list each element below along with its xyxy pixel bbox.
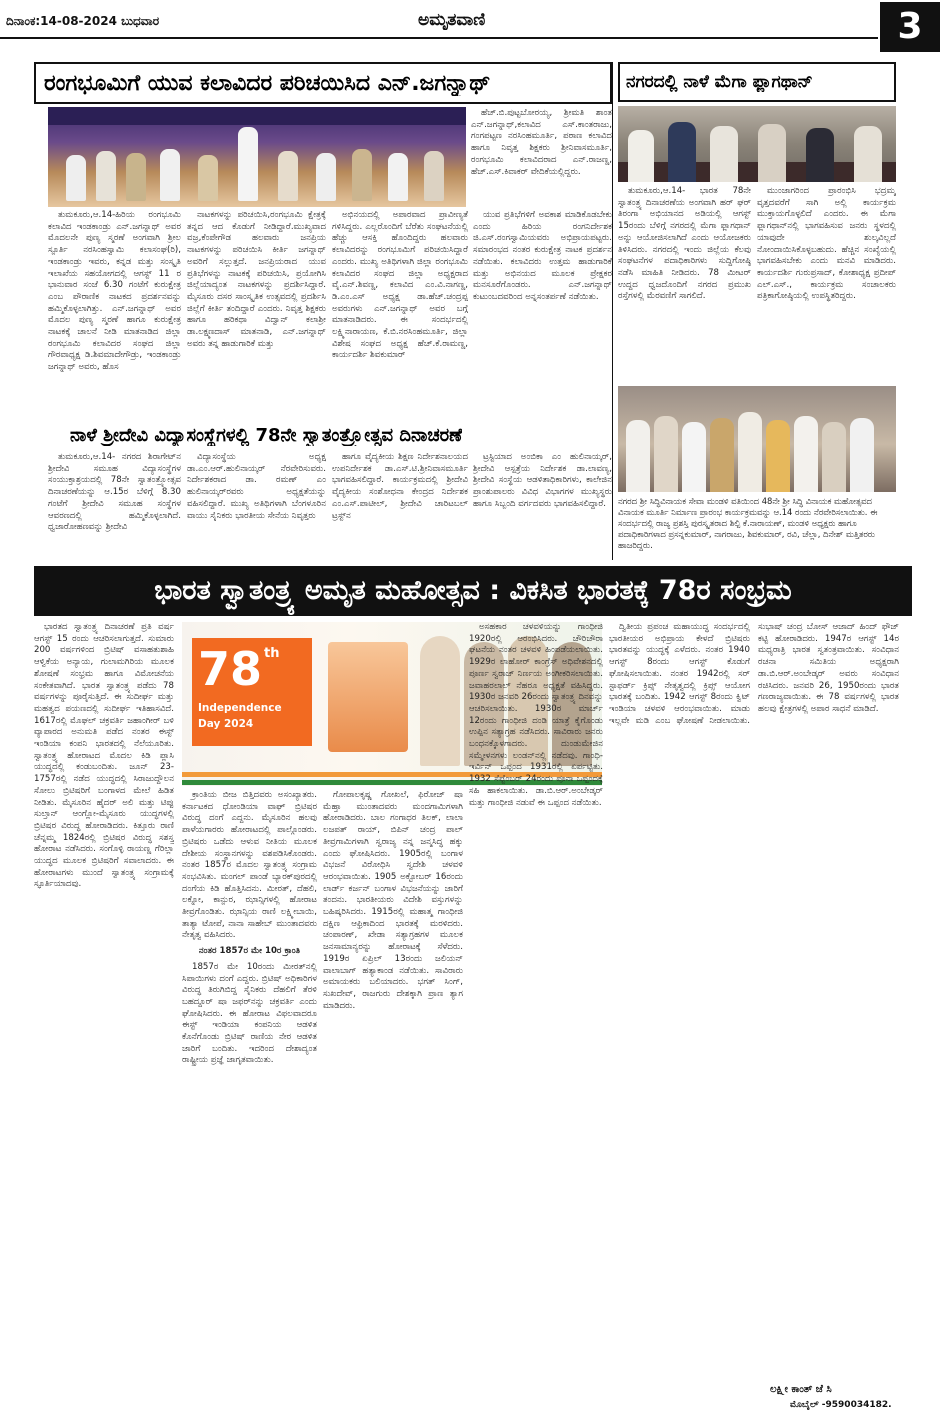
guest-figure [96, 151, 116, 201]
group-figure [822, 422, 846, 492]
author-phone: ಮೊಬೈಲ್ -9590034182. [790, 1400, 892, 1410]
garland-figure [766, 420, 790, 492]
group-figure [626, 420, 650, 492]
main-column-5 [609, 622, 899, 1374]
guest-figure [278, 151, 298, 201]
main-column-4 [469, 622, 603, 1404]
group-felicitation-photo-icon [618, 386, 896, 492]
press-meet-photo-icon [618, 106, 896, 182]
main-paragraph: ಅಸಹಕಾರ ಚಳವಳಿಯನ್ನು ಗಾಂಧೀಜಿ 1920ರಲ್ಲಿ ಆರಂಭಿಸಿದರು. ಚೌರಿಚೌರಾ ಘಟನೆಯ ನಂತರ ಚಳವಳಿ ಹಿಂಪಡೆಯಲಾಯಿತು. 1929ರ ಲಾಹೋರ್ ಕಾಂಗ್ರೆಸ್ ಅಧಿವೇಶನದಲ್ಲಿ ಪೂರ್ಣ ಸ್ವರಾಜ್ ನಿರ್ಣಯ ಅಂಗೀಕರಿಸಲಾಯಿತು. ಜವಾಹರಲಾಲ್ ನೆಹರೂ ಅಧ್ಯಕ್ಷತೆ ವಹಿಸಿದ್ದರು. 1930ರ ಜನವರಿ 26ರಂದು ಸ್ವಾತಂತ್ರ್ಯ ದಿನವನ್ನು ಆಚರಿಸಲಾಯಿತು. 1930ರ ಮಾರ್ಚ್ 12ರಂದು ಗಾಂಧೀಜಿ ದಂಡಿ ಯಾತ್ರೆ ಕೈಗೊಂಡು ಉಪ್ಪಿನ ಸತ್ಯಾಗ್ರಹ ನಡೆಸಿದರು. ಸಾವಿರಾರು ಜನರು ಬಂಧನಕ್ಕೊಳಗಾದರು. ದುಂಡುಮೇಜಿನ ಸಮ್ಮೇಳನಗಳು ಲಂಡನ್‌ನಲ್ಲಿ ನಡೆದವು. ಗಾಂಧಿ-ಇರ್ವಿನ್ ಒಪ್ಪಂದ 1931ರಲ್ಲಿ ಏರ್ಪಟ್ಟಿತು. 1932 ಸೆಪ್ಟೆಂಬರ್ 24ರಂದು ಪೂನಾ ಒಪ್ಪಂದಕ್ಕೆ ಸಹಿ ಹಾಕಲಾಯಿತು. ಡಾ.ಬಿ.ಆರ್.ಅಂಬೇಡ್ಕರ್ ಮತ್ತು ಗಾಂಧೀಜಿ ನಡುವೆ ಈ ಒಪ್ಪಂದ ನಡೆಯಿತು. [469, 622, 603, 808]
speaker-figure [238, 127, 258, 201]
story1-paragraph: ನಾಟಕಗಳನ್ನು ಪರಿಚಯಿಸಿ,ರಂಗಭೂಮಿ ಕ್ಷೇತ್ರಕ್ಕೆ ತನ್ನದ ಆದ ಕೊಡುಗೆ ನೀಡಿದ್ದಾರೆ.ಮುಖ್ಯವಾದ ವಜ್ರ,ಕೆಂಪೇಗೌಡ ಹಲವಾರು ಜನಪ್ರಿಯ ನಾಟಕಗಳನ್ನು ಪರಿಚಯಿಸಿ ಕೀರ್ತಿ ಜಗನ್ನಾಥ್ ಅವರಿಗೆ ಸಲ್ಲುತ್ತದೆ. ಜನಪ್ರಿಯರಾದ ಯುವ ಪ್ರತಿಭೆಗಳನ್ನು ನಾಟಕಕ್ಕೆ ಪರಿಚಯಿಸಿ, ಪ್ರಯೋಗಿಸಿ ಜಿಲ್ಲೆಯಾದ್ಯಂತ ನಾಟಕಗಳನ್ನು ಪ್ರದರ್ಶಿಸಿದ್ದಾರೆ. ಮೈಸೂರು ದಸರ ಸಾಂಸ್ಕೃತಿಕ ಉತ್ಸವದಲ್ಲಿ ಪ್ರದರ್ಶಿಸಿ ಜಿಲ್ಲೆಗೆ ಕೀರ್ತಿ ತಂದಿದ್ದಾರೆ ಎಂದರು. ನಿವೃತ್ತ ಶಿಕ್ಷಕರು ಹಾಗೂ ಹರಿಕಥಾ ವಿದ್ವಾನ್ ಕಲಾಶ್ರೀ ಡಾ.ಲಕ್ಷ್ಮಣದಾಸ್ ಮಾತನಾಡಿ, ಎನ್.ಜಗನ್ನಾಥ್ ಅವರು ತನ್ನ ಹಾಡುಗಾರಿಕೆ ಮತ್ತು [187, 210, 326, 349]
story1-paragraph: ತುಮಕೂರು,ಆ.14-ಹಿರಿಯ ರಂಗಭೂಮಿ ಕಲಾವಿದ ಇಂಡಕಾಂಡ್ರು ಎನ್.ಜಗನ್ನಾಥ್ ಅವರ ಮೊದಲನೇ ಪುಣ್ಯ ಸ್ಮರಣೆ ಅಂಗವಾಗಿ ಶ್ರೀಲ ಸ್ಪೂರ್ತಿ ನರಸಿಂಹಸ್ವಾಮಿ ಕಲಾಸಂಘ(ರಿ), ಇಂಡಕಾಂಡ್ರು ಇವರು, ಕನ್ನಡ ಮತ್ತು ಸಂಸ್ಕೃತಿ ಇಲಾಖೆಯ ಸಹಯೋಗದಲ್ಲಿ ಆಗಸ್ಟ್ 11 ರ ಭಾನುವಾರ ಸಂಜೆ 6.30 ಗಂಟೆಗೆ ಕುರುಕ್ಷೇತ್ರ ಎಂಬ ಪೌರಾಣಿಕ ನಾಟಕದ ಪ್ರದರ್ಶನವನ್ನು ಹಮ್ಮಿಕೊಳ್ಳಲಾಗಿತ್ತು. ಎನ್.ಜಗನ್ನಾಥ್ ಅವರ ಮೊದಲ ಪುಣ್ಯ ಸ್ಮರಣೆ ಹಾಗೂ ಕುರುಕ್ಷೇತ್ರ ನಾಟಕಕ್ಕೆ ಚಾಲನೆ ನೀಡಿ ಮಾತನಾಡಿದ ಜಿಲ್ಲಾ ರಂಗಭೂಮಿ ಕಲಾವಿದರ ಸಂಘದ ಜಿಲ್ಲಾ ಗೌರವಾಧ್ಯಕ್ಷ ಡಿ.ಶಿವಮಾದೇಗೌಡ್ರು, ಇಂಡಕಾಂಡ್ರು ಜಗನ್ನಾಥ್ ಅವರು, ಹೊಸ [48, 210, 181, 373]
speaker-figure [854, 126, 882, 182]
guest-figure [352, 149, 372, 201]
speaker-figure [668, 122, 696, 182]
badge-line-1: Independence [198, 702, 282, 714]
guest-figure [424, 151, 444, 201]
speaker-figure [758, 124, 786, 182]
red-fort-illustration-icon [328, 642, 408, 752]
story1-column-2 [187, 210, 326, 422]
story4-paragraph: ವಿದ್ಯಾಸಂಸ್ಥೆಯ ಅಧ್ಯಕ್ಷ ಡಾ.ಎಂ.ಆರ್.ಹುಲಿನಾಯ್ಕರ್ ನೆರವೇರಿಸುವರು. ನಿರ್ದೇಶಕರಾದ ಡಾ. ರಮಣ್ ಎಂ ಹುಲಿನಾಯ್ಕರ್‌ರವರು ಅಧ್ಯಕ್ಷತೆಯನ್ನು ವಹಿಸಲಿದ್ದಾರೆ. ಮುಖ್ಯ ಅತಿಥಿಗಳಾಗಿ ಬೆಂಗಳೂರಿನ ವಾಯು ಸೈನಿಕರು ಭಾರತೀಯ ಸೇನೆಯ ನಿವೃತ್ತರು [187, 452, 326, 521]
story2-paragraph: ಮುಂಜಾಗರಿಂದ ಪ್ರಾರಂಭಿಸಿ ಭದ್ರಮ್ಮ ವೃತ್ತದವರೆಗೆ ಸಾಗಿ ಅಲ್ಲಿ ಕಾರ್ಯಕ್ರಮ ಮುಕ್ತಾಯಗೊಳ್ಳಲಿದೆ ಎಂದರು. ಈ ಮೆಗಾ ಫ್ಲಾಗಥಾನ್‌ನಲ್ಲಿ ಭಾಗವಹಿಸುವ ಜನರು ಸ್ಥಳದಲ್ಲಿ ಯಾವುದೇ ಶುಲ್ಕವಿಲ್ಲದೆ ನೋಂದಾಯಿಸಿಕೊಳ್ಳಬಹುದು. ಹೆಚ್ಚಿನ ಸಂಖ್ಯೆಯಲ್ಲಿ ಭಾಗವಹಿಸಬೇಕು ಎಂದು ಮನವಿ ಮಾಡಿದರು. ಕಾರ್ಯದರ್ಶಿ ಗುರುಪ್ರಸಾದ್, ಕೋಶಾಧ್ಯಕ್ಷ ಪ್ರದೀಪ್ ಎಲ್.ಎಸ್., ಕಾರ್ಯಕ್ರಮ ಸಂಚಾಲಕರು ಪತ್ರಿಕಾಗೋಷ್ಠಿಯಲ್ಲಿ ಉಪಸ್ಥಿತರಿದ್ದರು. [757, 186, 896, 302]
main-paragraph: ಕ್ರಾಂತಿಯ ಬೀಜ ಬಿತ್ತಿದವರು ಅಸಂಖ್ಯಾತರು. ಕರ್ನಾಟಕದ ಧೋಂಡಿಯಾ ವಾಘ್ ಬ್ರಿಟಿಷರ ವಿರುದ್ಧ ದಂಗೆ ಎದ್ದನು. ಮೈಸೂರಿನ ಹಲವು ಪಾಳೆಯಗಾರರು ಹೋರಾಟದಲ್ಲಿ ಪಾಲ್ಗೊಂಡರು. ಬ್ರಿಟಿಷರು ಒಡೆದು ಆಳುವ ನೀತಿಯ ಮೂಲಕ ದೇಶೀಯ ಸಂಸ್ಥಾನಗಳನ್ನು ವಶಪಡಿಸಿಕೊಂಡರು. ನಂತರ 1857ರ ಮೊದಲ ಸ್ವಾತಂತ್ರ್ಯ ಸಂಗ್ರಾಮ ಸಂಭವಿಸಿತು. ಮಂಗಲ್ ಪಾಂಡೆ ಬ್ಯಾರಕ್‌ಪುರದಲ್ಲಿ ದಂಗೆಯ ಕಿಡಿ ಹೊತ್ತಿಸಿದನು. ಮೀರತ್, ದೆಹಲಿ, ಲಕ್ನೋ, ಕಾನ್ಪುರ, ಝಾನ್ಸಿಗಳಲ್ಲಿ ಹೋರಾಟ ತೀವ್ರಗೊಂಡಿತು. ಝಾನ್ಸಿಯ ರಾಣಿ ಲಕ್ಷ್ಮೀಬಾಯಿ, ತಾತ್ಯಾ ಟೋಪೆ, ನಾನಾ ಸಾಹೇಬ್ ಮುಂತಾದವರು ನೇತೃತ್ವ ವಹಿಸಿದರು. [182, 790, 317, 941]
issue-date: ದಿನಾಂಕ:14-08-2024 ಬುಧವಾರ [6, 14, 160, 28]
story1-paragraph: ಹೆಚ್.ಬಿ.ಪುಟ್ಟಬೋರಯ್ಯ, ಶ್ರೀಮತಿ ಶಾಂತ ಎನ್.ಜಗನ್ನಾಥ್,ಕಲಾವಿದ ಎಸ್.ಕಾಂತರಾಜು, ಗಂಗಪಟ್ಟಣ ನರಸಿಂಹಮೂರ್ತಿ, ಪಠಾಣ ಕಲಾವಿದ ಹಾಗೂ ನಿವೃತ್ತ ಶಿಕ್ಷಕರು ಶ್ರೀನಿವಾಸಮೂರ್ತಿ, ರಂಗಭೂಮಿ ಕಲಾವಿದರಾದ ಎನ್.ರಾಜಣ್ಣ, ಹೆಚ್.ಎಸ್.ಕಿವಾಕರ್ ವೇದಿಕೆಯಲ್ಲಿದ್ದರು. [471, 108, 612, 177]
main-column-3 [323, 790, 463, 1404]
story3-caption: ನಗರದ ಶ್ರೀ ಸಿದ್ಧಿವಿನಾಯಕ ಸೇವಾ ಮಂಡಳಿ ವತಿಯಿಂದ 48ನೇ ಶ್ರೀ ಸಿದ್ಧಿ ವಿನಾಯಕ ಮಹೋತ್ಸವದ ವಿನಾಯಕ ಮೂರ್ತಿ ನಿರ್ಮಾಣ ಪ್ರಾರಂಭ ಕಾರ್ಯಕ್ರಮವನ್ನು ಆ.14 ರಂದು ನೆರವೇರಿಸಲಾಯಿತು. ಈ ಸಂದರ್ಭದಲ್ಲಿ ರಾಜ್ಯ ಪ್ರಶಸ್ತಿ ಪುರಸ್ಕೃತರಾದ ಶಿಲ್ಪಿ ಕೆ.ನಾರಾಯಣ್, ಮಂಡಳಿ ಅಧ್ಯಕ್ಷರು ಹಾಗೂ ಪದಾಧಿಕಾರಿಗಳಾದ ಪ್ರಸನ್ನಕುಮಾರ್, ನಾಗರಾಜು, ಶಿವಕುಮಾರ್, ರವಿ, ಚೆಲ್ಲಾ, ದಿನೇಶ್ ಮತ್ತಿತರರು ಹಾಜರಿದ್ದರು. [618, 496, 878, 550]
speaker-figure [710, 126, 738, 182]
badge-number: 78 [198, 642, 263, 696]
guest-figure [316, 153, 336, 201]
story4-column-3 [332, 452, 468, 556]
story2-headline-box [618, 62, 896, 102]
group-figure [654, 416, 678, 492]
story1-column-1 [48, 210, 181, 422]
group-figure [850, 418, 874, 492]
badge-line-2: Day 2024 [198, 718, 254, 730]
stage-event-photo-icon [48, 107, 466, 207]
story1-paragraph: ಅಭಿನಯದಲ್ಲಿ ಅಪಾರವಾದ ಪ್ರಾವೀಣ್ಯತೆ ಗಳಿಸಿದ್ದರು. ಎಲ್ಲರೊಂದಿಗೆ ಬೆರೆತು ಸಂಘಟನೆಯಲ್ಲಿ ಹೆಚ್ಚು ಆಸಕ್ತಿ ಹೊಂದಿದ್ದರು ಹಲವಾರು ಕಲಾವಿದರನ್ನು ರಂಗಭೂಮಿಗೆ ಪರಿಚಯಿಸಿದ್ದಾರೆ ಎಂದರು. ಮುಖ್ಯ ಅತಿಥಿಗಳಾಗಿ ಜಿಲ್ಲಾ ರಂಗಭೂಮಿ ಕಲಾವಿದರ ಸಂಘದ ಜಿಲ್ಲಾ ಅಧ್ಯಕ್ಷರಾದ ವೈ.ಎನ್.ಶಿವಣ್ಣ, ಕಲಾವಿದ ಎಂ.ವಿ.ನಾಗಣ್ಣ, ಡಿ.ಎಂ.ಎಸ್ ಅಧ್ಯಕ್ಷ ಡಾ.ಹೆಚ್.ಚಂದ್ರಪ್ಪ ಅವರುಗಳು ಎನ್.ಜಗನ್ನಾಥ್ ಅವರ ಬಗ್ಗೆ ಮಾತನಾಡಿದರು. ಈ ಸಂದರ್ಭದಲ್ಲಿ ಲಕ್ಷ್ಮಿನಾರಾಯಣ, ಕೆ.ಬಿ.ನರಸಿಂಹಮೂರ್ತಿ, ಜಿಲ್ಲಾ ವಿಶೇಷ ಸಂಘದ ಅಧ್ಯಕ್ಷ ಹೆಚ್.ಕೆ.ರಾಮಣ್ಣ, ಕಾರ್ಯದರ್ಶಿ ಶಿವಕುಮಾರ್ [332, 210, 468, 361]
author-name: ಲಕ್ಷ್ಮೀ ಕಾಂತ್ ಜೆ ಸಿ [770, 1384, 832, 1395]
story1-column-4 [473, 210, 612, 422]
guest-figure [66, 155, 86, 201]
page-number: 3 [880, 2, 940, 52]
independence-78-badge [192, 638, 312, 746]
story2-column-2 [757, 186, 896, 382]
group-figure [710, 418, 734, 492]
header-rule [0, 37, 878, 39]
guest-figure [126, 153, 146, 201]
main-paragraph: ದ್ವಿತೀಯ ಪ್ರಪಂಚ ಮಹಾಯುದ್ಧ ಸಂದರ್ಭದಲ್ಲಿ ಭಾರತೀಯರ ಅಭಿಪ್ರಾಯ ಕೇಳದೆ ಬ್ರಿಟಿಷರು ಭಾರತವನ್ನು ಯುದ್ಧಕ್ಕೆ ಎಳೆದರು. ನಂತರ 1940 ಆಗಸ್ಟ್ 8ರಂದು ಆಗಸ್ಟ್ ಕೊಡುಗೆ ಘೋಷಿಸಲಾಯಿತು. ನಂತರ 1942ರಲ್ಲಿ ಸರ್ ಸ್ಟಾಫರ್ಡ್ ಕ್ರಿಪ್ಸ್ ನೇತೃತ್ವದಲ್ಲಿ ಕ್ರಿಪ್ಸ್ ಆಯೋಗ ಭಾರತಕ್ಕೆ ಬಂದಿತು. 1942 ಆಗಸ್ಟ್ 8ರಂದು ಕ್ವಿಟ್ ಇಂಡಿಯಾ ಚಳವಳಿ ಆರಂಭವಾಯಿತು. ಮಾಡು ಇಲ್ಲವೇ ಮಡಿ ಎಂಬ ಘೋಷಣೆ ನೀಡಲಾಯಿತು. ಸುಭಾಷ್ ಚಂದ್ರ ಬೋಸ್ ಆಜಾದ್ ಹಿಂದ್ ಫೌಜ್ ಕಟ್ಟಿ ಹೋರಾಡಿದರು. 1947ರ ಆಗಸ್ಟ್ 14ರ ಮಧ್ಯರಾತ್ರಿ ಭಾರತ ಸ್ವತಂತ್ರವಾಯಿತು. ಸಂವಿಧಾನ ರಚನಾ ಸಮಿತಿಯ ಅಧ್ಯಕ್ಷರಾಗಿ ಡಾ.ಬಿ.ಆರ್.ಅಂಬೇಡ್ಕರ್ ಅವರು ಸಂವಿಧಾನ ರಚಿಸಿದರು. ಜನವರಿ 26, 1950ರಂದು ಭಾರತ ಗಣರಾಜ್ಯವಾಯಿತು. ಈ 78 ವರ್ಷಗಳಲ್ಲಿ ಭಾರತ ಹಲವು ಕ್ಷೇತ್ರಗಳಲ್ಲಿ ಅಪಾರ ಸಾಧನೆ ಮಾಡಿದೆ. [609, 622, 899, 726]
guest-figure [160, 149, 180, 201]
story4-headline: ನಾಳೆ ಶ್ರೀದೇವಿ ವಿದ್ಯಾಸಂಸ್ಥೆಗಳಲ್ಲಿ 78ನೇ ಸ್ವಾತಂತ್ರ್ಯೋತ್ಸವ ದಿನಾಚರಣೆ [70, 425, 463, 446]
badge-suffix: th [264, 646, 280, 661]
group-figure [682, 422, 706, 492]
guest-figure [388, 153, 408, 201]
freedom-fighter-portrait-icon [420, 636, 460, 766]
story1-column-3 [332, 210, 468, 422]
main-paragraph: ಭಾರತದ ಸ್ವಾತಂತ್ರ್ಯ ದಿನಾಚರಣೆ ಪ್ರತಿ ವರ್ಷ ಆಗಸ್ಟ್ 15 ರಂದು ಆಚರಿಸಲಾಗುತ್ತದೆ. ಸುಮಾರು 200 ವರ್ಷಗಳಿಂದ ಬ್ರಿಟಿಷ್ ವಸಾಹತುಶಾಹಿ ಆಳ್ವಿಕೆಯ ಅನ್ಯಾಯ, ಗುಲಾಮಗಿರಿಯ ಮೂಲಕ ಶೋಷಣೆ ಸಂಭ್ರಮ ಹಾಗೂ ವಿಮೋಚನೆಯ ಸಂಕೇತವಾಗಿದೆ. ಭಾರತ ಸ್ವಾತಂತ್ರ್ಯ ಪಡೆದು 78 ವರ್ಷಗಳನ್ನು ಪೂರೈಸುತ್ತಿದೆ. ಈ ಸುದೀರ್ಘ ಮತ್ತು ಮಹತ್ವದ ಪಯಣದಲ್ಲಿ ಸುದೀರ್ಘ ಇತಿಹಾಸವಿದೆ. 1617ರಲ್ಲಿ ಮೊಘಲ್ ಚಕ್ರವರ್ತಿ ಜಹಾಂಗೀರ್ ಬಳಿ ವ್ಯಾಪಾರದ ಅನುಮತಿ ಪಡೆದ ನಂತರ ಈಸ್ಟ್ ಇಂಡಿಯಾ ಕಂಪನಿ ಭಾರತದಲ್ಲಿ ನೆಲೆಯೂರಿತು. ಸ್ವಾತಂತ್ರ್ಯ ಹೋರಾಟದ ಮೊದಲ ಕಿಡಿ ಪ್ಲಾಸಿ ಯುದ್ಧದಲ್ಲಿ ಕಂಡುಬಂದಿತು. ಜೂನ್ 23-1757ರಲ್ಲಿ ನಡೆದ ಯುದ್ಧದಲ್ಲಿ ಸಿರಾಜುದ್ದೌಲನ ಸೋಲು ಬ್ರಿಟಿಷರಿಗೆ ಬಂಗಾಳದ ಮೇಲೆ ಹಿಡಿತ ನೀಡಿತು. ಮೈಸೂರಿನ ಹೈದರ್ ಅಲಿ ಮತ್ತು ಟಿಪ್ಪು ಸುಲ್ತಾನ್ ಆಂಗ್ಲೋ-ಮೈಸೂರು ಯುದ್ಧಗಳಲ್ಲಿ ಬ್ರಿಟಿಷರ ವಿರುದ್ಧ ಹೋರಾಡಿದರು. ಕಿತ್ತೂರು ರಾಣಿ ಚೆನ್ನಮ್ಮ 1824ರಲ್ಲಿ ಬ್ರಿಟಿಷರ ವಿರುದ್ಧ ಸಶಸ್ತ್ರ ಹೋರಾಟ ನಡೆಸಿದರು. ಸಂಗೊಳ್ಳಿ ರಾಯಣ್ಣ ಗೆರಿಲ್ಲಾ ಯುದ್ಧದ ಮೂಲಕ ಬ್ರಿಟಿಷರಿಗೆ ಸವಾಲಾದರು. ಈ ಹೋರಾಟಗಳು ಮುಂದೆ ಸ್ವಾತಂತ್ರ್ಯ ಸಂಗ್ರಾಮಕ್ಕೆ ಸ್ಫೂರ್ತಿಯಾದವು. [34, 622, 174, 890]
story4-column-2 [187, 452, 326, 556]
speaker-figure [628, 130, 654, 182]
main-column-1 [34, 622, 174, 1404]
story1-column-right [471, 108, 612, 205]
story2-column-1 [618, 186, 751, 382]
main-banner-headline: ಭಾರತ ಸ್ವಾತಂತ್ರ್ಯ ಅಮೃತ ಮಹೋತ್ಸವ : ವಿಕಸಿತ ಭಾರತಕ್ಕೆ 78ರ ಸಂಭ್ರಮ [34, 566, 912, 616]
group-figure [738, 412, 762, 492]
main-paragraph: ಗೋಪಾಲಕೃಷ್ಣ ಗೋಖಲೆ, ಫಿರೋಜ್ ಷಾ ಮೆಹ್ತಾ ಮುಂತಾದವರು ಮಂದಗಾಮಿಗಳಾಗಿ ಹೋರಾಡಿದರು. ಬಾಲ ಗಂಗಾಧರ ತಿಲಕ್, ಲಾಲಾ ಲಜಪತ್ ರಾಯ್, ಬಿಪಿನ್ ಚಂದ್ರ ಪಾಲ್ ತೀವ್ರಗಾಮಿಗಳಾಗಿ ಸ್ವರಾಜ್ಯ ನನ್ನ ಜನ್ಮಸಿದ್ಧ ಹಕ್ಕು ಎಂದು ಘೋಷಿಸಿದರು. 1905ರಲ್ಲಿ ಬಂಗಾಳ ವಿಭಜನೆ ವಿರೋಧಿಸಿ ಸ್ವದೇಶಿ ಚಳವಳಿ ಆರಂಭವಾಯಿತು. 1905 ಅಕ್ಟೋಬರ್ 16ರಂದು ಲಾರ್ಡ್ ಕರ್ಜನ್ ಬಂಗಾಳ ವಿಭಜನೆಯನ್ನು ಜಾರಿಗೆ ತಂದನು. ಭಾರತೀಯರು ವಿದೇಶಿ ವಸ್ತುಗಳನ್ನು ಬಹಿಷ್ಕರಿಸಿದರು. 1915ರಲ್ಲಿ ಮಹಾತ್ಮ ಗಾಂಧೀಜಿ ದಕ್ಷಿಣ ಆಫ್ರಿಕಾದಿಂದ ಭಾರತಕ್ಕೆ ಮರಳಿದರು. ಚಂಪಾರಣ್, ಖೇಡಾ ಸತ್ಯಾಗ್ರಹಗಳ ಮೂಲಕ ಜನಸಾಮಾನ್ಯರನ್ನು ಹೋರಾಟಕ್ಕೆ ಸೆಳೆದರು. 1919ರ ಏಪ್ರಿಲ್ 13ರಂದು ಜಲಿಯನ್ ವಾಲಾಬಾಗ್ ಹತ್ಯಾಕಾಂಡ ನಡೆಯಿತು. ಸಾವಿರಾರು ಅಮಾಯಕರು ಬಲಿಯಾದರು. ಭಗತ್ ಸಿಂಗ್, ಸುಖದೇವ್, ರಾಜಗುರು ದೇಶಕ್ಕಾಗಿ ಪ್ರಾಣ ತ್ಯಾಗ ಮಾಡಿದರು. [323, 790, 463, 1011]
story1-paragraph: ಯುವ ಪ್ರತಿಭೆಗಳಿಗೆ ಅವಕಾಶ ಮಾಡಿಕೊಡಬೇಕು ಎಂದು ಹಿರಿಯ ರಂಗನಿರ್ದೇಶಕ ಜಿ.ಎಸ್.ರಂಗಸ್ವಾಮಿಯವರು ಅಭಿಪ್ರಾಯಪಟ್ಟರು. ಸಮಾರಂಭದ ನಂತರ ಕುರುಕ್ಷೇತ್ರ ನಾಟಕ ಪ್ರದರ್ಶನ ನಡೆಯಿತು. ಕಲಾವಿದರು ಉತ್ತಮ ಹಾಡುಗಾರಿಕೆ ಮತ್ತು ಅಭಿನಯದ ಮೂಲಕ ಪ್ರೇಕ್ಷಕರ ಮನಸೂರೆಗೊಂಡರು. ಎನ್.ಜಗನ್ನಾಥ್ ಕುಟುಂಬದವರಿಂದ ಅನ್ನಸಂತರ್ಪಣೆ ನಡೆಯಿತು. [473, 210, 612, 302]
main-paragraph: 1857ರ ಮೇ 10ರಂದು ಮೀರತ್‌ನಲ್ಲಿ ಸಿಪಾಯಿಗಳು ದಂಗೆ ಎದ್ದರು. ಬ್ರಿಟಿಷ್ ಅಧಿಕಾರಿಗಳ ವಿರುದ್ಧ ತಿರುಗಿಬಿದ್ದ ಸೈನಿಕರು ದೆಹಲಿಗೆ ತೆರಳಿ ಬಹದ್ದೂರ್ ಷಾ ಜಫರ್‌ನನ್ನು ಚಕ್ರವರ್ತಿ ಎಂದು ಘೋಷಿಸಿದರು. ಈ ಹೋರಾಟ ವಿಫಲವಾದರೂ ಈಸ್ಟ್ ಇಂಡಿಯಾ ಕಂಪನಿಯ ಆಡಳಿತ ಕೊನೆಗೊಂಡು ಬ್ರಿಟಿಷ್ ರಾಣಿಯ ನೇರ ಆಡಳಿತ ಜಾರಿಗೆ ಬಂದಿತು. ಇದರಿಂದ ದೇಶಾದ್ಯಂತ ರಾಷ್ಟ್ರೀಯ ಪ್ರಜ್ಞೆ ಜಾಗೃತವಾಯಿತು. [182, 961, 317, 1066]
speaker-figure [806, 128, 834, 182]
main-column-2 [182, 790, 317, 1390]
story4-paragraph: ತುಮಕೂರು,ಆ.14- ನಗರದ ಶಿರಾಗೇಟ್‌ನ ಶ್ರೀದೇವಿ ಸಮೂಹ ವಿದ್ಯಾಸಂಸ್ಥೆಗಳ ಸಂಯುಕ್ತಾಶ್ರಯದಲ್ಲಿ 78ನೇ ಸ್ವಾತಂತ್ರ್ಯೋತ್ಸವ ದಿನಾಚರಣೆಯನ್ನು ಆ.15ರ ಬೆಳಿಗ್ಗೆ 8.30 ಗಂಟೆಗೆ ಶ್ರೀದೇವಿ ಸಮೂಹ ಸಂಸ್ಥೆಗಳ ಆವರಣದಲ್ಲಿ ಹಮ್ಮಿಕೊಳ್ಳಲಾಗಿದೆ. ಧ್ವಜಾರೋಹಣವನ್ನು ಶ್ರೀದೇವಿ [48, 452, 181, 533]
story4-column-1 [48, 452, 181, 556]
story1-headline: ರಂಗಭೂಮಿಗೆ ಯುವ ಕಲಾವಿದರ ಪರಿಚಯಿಸಿದ ಎನ್.ಜಗನ್ನಾಥ್ [44, 71, 491, 96]
page-header [0, 0, 945, 56]
story4-paragraph: ಟ್ರಸ್ಟಿಯಾದ ಅಂಬಿಕಾ ಎಂ ಹುಲಿನಾಯ್ಕರ್, ಶ್ರೀದೇವಿ ಆಸ್ಪತ್ರೆಯ ನಿರ್ದೇಶಕ ಡಾ.ಲಾವಣ್ಯ, ಶ್ರೀದೇವಿ ಸಂಸ್ಥೆಯ ಆಡಳಿತಾಧಿಕಾರಿಗಳು, ಕಾಲೇಜಿನ ಪ್ರಾಂಶುಪಾಲರು ವಿವಿಧ ವಿಭಾಗಗಳ ಮುಖ್ಯಸ್ಥರು ಹಾಗೂ ಸಿಬ್ಬಂದಿ ವರ್ಗದವರು ಭಾಗವಹಿಸಲಿದ್ದಾರೆ. [473, 452, 612, 509]
column-divider [612, 62, 613, 560]
group-figure [794, 416, 818, 492]
story4-paragraph: ಹಾಗೂ ವೈದ್ಯಕೀಯ ಶಿಕ್ಷಣ ನಿರ್ದೇಶನಾಲಯದ ಉಪನಿರ್ದೇಶಕ ಡಾ.ಎಸ್.ಟಿ.ಶ್ರೀನಿವಾಸಮೂರ್ತಿ ಭಾಗವಹಿಸಲಿದ್ದಾರೆ. ಕಾರ್ಯಕ್ರಮದಲ್ಲಿ ಶ್ರೀದೇವಿ ವೈದ್ಯಕೀಯ ಸಂಶೋಧನಾ ಕೇಂದ್ರದ ನಿರ್ದೇಶಕ ಎಂ.ಎಸ್.ಪಾಟೀಲ್, ಶ್ರೀದೇವಿ ಚಾರಿಟಬಲ್ ಟ್ರಸ್ಟ್‌ನ [332, 452, 468, 521]
main-subheading: ನಂತರ 1857ರ ಮೇ 10ರ ಕ್ರಾಂತಿ [198, 946, 301, 957]
story1-headline-box [34, 62, 612, 104]
story2-paragraph: ತುಮಕೂರು,ಆ.14- ಭಾರತ 78ನೇ ಸ್ವಾತಂತ್ರ್ಯ ದಿನಾಚರಣೆಯ ಅಂಗವಾಗಿ ಹರ್ ಘರ್ ತಿರಂಗಾ ಅಭಿಯಾನದ ಅಡಿಯಲ್ಲಿ ಆಗಸ್ಟ್ 15ರಂದು ಬೆಳಿಗ್ಗೆ ನಗರದಲ್ಲಿ ಮೆಗಾ ಫ್ಲಾಗಥಾನ್ ಅನ್ನು ಆಯೋಜಿಸಲಾಗಿದೆ ಎಂದು ಆಯೋಜಕರು ತಿಳಿಸಿದರು. ನಗರದಲ್ಲಿ ಇಂದು ಜಿಲ್ಲೆಯ ಕೆಲವು ಸಂಘಟನೆಗಳ ಪದಾಧಿಕಾರಿಗಳು ಸುದ್ದಿಗೋಷ್ಠಿ ನಡೆಸಿ ಮಾಹಿತಿ ನೀಡಿದರು. 78 ಮೀಟರ್ ಉದ್ದದ ಧ್ವಜದೊಂದಿಗೆ ನಗರದ ಪ್ರಮುಖ ರಸ್ತೆಗಳಲ್ಲಿ ಮೆರವಣಿಗೆ ಸಾಗಲಿದೆ. [618, 186, 751, 302]
stage-backdrop [48, 107, 466, 125]
guest-figure [198, 155, 218, 201]
story2-headline: ನಗರದಲ್ಲಿ ನಾಳೆ ಮೆಗಾ ಫ್ಲಾಗಥಾನ್ [626, 72, 813, 92]
story4-column-4 [473, 452, 612, 556]
masthead-title: ಅಮೃತವಾಣಿ [418, 10, 486, 30]
